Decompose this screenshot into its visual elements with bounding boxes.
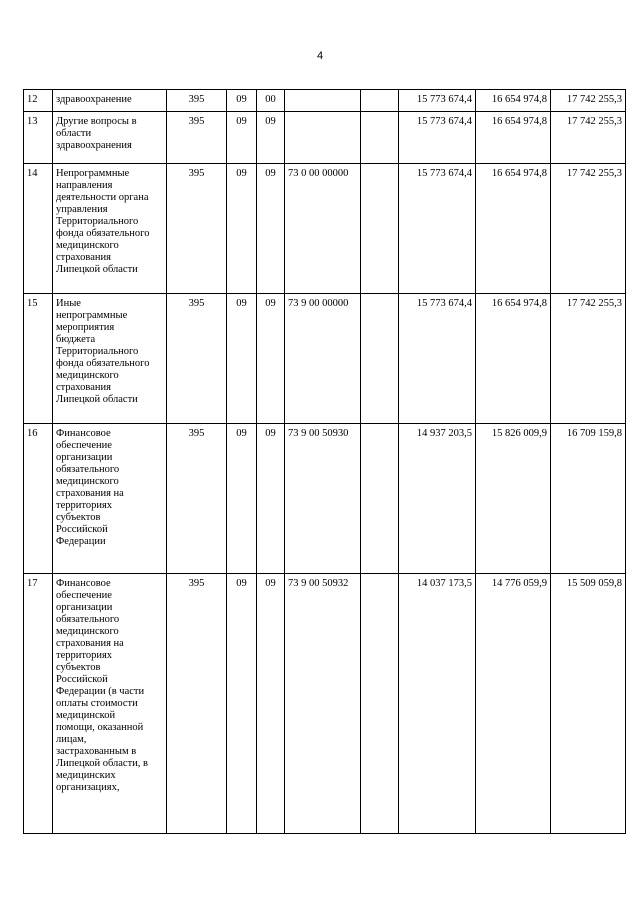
row-number-cell: 14 — [24, 164, 53, 294]
name-line: Финансовое — [56, 428, 111, 439]
name-line: субъектов — [56, 512, 101, 523]
name-line: бюджета — [56, 334, 96, 345]
name-line: непрограммные — [56, 310, 128, 321]
expense-type-cell — [361, 112, 399, 164]
amount-year-2-cell: 16 654 974,8 — [476, 112, 551, 164]
target-article-cell — [285, 112, 361, 164]
table-row — [24, 90, 626, 112]
table-row — [24, 164, 626, 294]
amount-year-3-cell: 16 709 159,8 — [551, 424, 626, 574]
name-line: медицинского — [56, 370, 119, 381]
amount-year-1-cell: 14 937 203,5 — [399, 424, 476, 574]
name-line: организации — [56, 452, 113, 463]
name-line: Липецкой области — [56, 264, 138, 275]
name-line: Финансовое — [56, 578, 111, 589]
name-line: страхования на — [56, 638, 124, 649]
amount-year-3-cell: 17 742 255,3 — [551, 164, 626, 294]
name-line: Территориального — [56, 346, 139, 357]
amount-year-2-cell: 14 776 059,9 — [476, 574, 551, 834]
name-line: страхования на — [56, 488, 124, 499]
name-line: фонда обязательного — [56, 358, 150, 369]
name-line: Российской — [56, 524, 108, 535]
name-line: обязательного — [56, 614, 120, 625]
grbs-code-cell: 395 — [167, 164, 227, 294]
amount-year-1-cell: 15 773 674,4 — [399, 112, 476, 164]
subsection-code-cell: 09 — [257, 574, 285, 834]
amount-year-3-cell: 17 742 255,3 — [551, 90, 626, 112]
name-line: медицинского — [56, 626, 119, 637]
row-name-cell — [53, 424, 167, 574]
grbs-code-cell: 395 — [167, 112, 227, 164]
name-line: Иные — [56, 298, 81, 309]
amount-year-1-cell: 15 773 674,4 — [399, 294, 476, 424]
target-article-cell — [285, 90, 361, 112]
amount-year-2-cell: 16 654 974,8 — [476, 294, 551, 424]
expense-type-cell — [361, 294, 399, 424]
name-line: медицинских — [56, 770, 116, 781]
subsection-code-cell: 09 — [257, 164, 285, 294]
table-row — [24, 424, 626, 574]
row-number-cell: 16 — [24, 424, 53, 574]
grbs-code-cell: 395 — [167, 294, 227, 424]
name-line: фонда обязательного — [56, 228, 150, 239]
name-line: Непрограммные — [56, 168, 130, 179]
amount-year-2-cell: 16 654 974,8 — [476, 90, 551, 112]
name-line: территориях — [56, 500, 113, 511]
table-row — [24, 112, 626, 164]
target-article-cell: 73 0 00 00000 — [285, 164, 361, 294]
name-line: здравоохранения — [56, 140, 132, 151]
name-line: здравоохранение — [56, 94, 132, 105]
name-line: организациях, — [56, 782, 120, 793]
name-line: мероприятия — [56, 322, 115, 333]
amount-year-3-cell: 17 742 255,3 — [551, 294, 626, 424]
name-line: застрахованным в — [56, 746, 137, 757]
name-line: территориях — [56, 650, 113, 661]
amount-year-2-cell: 16 654 974,8 — [476, 164, 551, 294]
amount-year-1-cell: 15 773 674,4 — [399, 164, 476, 294]
row-number-cell: 12 — [24, 90, 53, 112]
section-code-cell: 09 — [227, 294, 257, 424]
name-line: области — [56, 128, 92, 139]
grbs-code-cell: 395 — [167, 574, 227, 834]
amount-year-3-cell: 15 509 059,8 — [551, 574, 626, 834]
name-line: лицам, — [56, 734, 87, 745]
name-line: обеспечение — [56, 590, 112, 601]
expense-type-cell — [361, 424, 399, 574]
name-line: направления — [56, 180, 113, 191]
name-line: организации — [56, 602, 113, 613]
name-line: медицинского — [56, 240, 119, 251]
row-number-cell: 15 — [24, 294, 53, 424]
subsection-code-cell: 09 — [257, 294, 285, 424]
name-line: страхования — [56, 382, 111, 393]
table-row — [24, 574, 626, 834]
expense-type-cell — [361, 574, 399, 834]
grbs-code-cell: 395 — [167, 90, 227, 112]
grbs-code-cell: 395 — [167, 424, 227, 574]
row-number-cell: 13 — [24, 112, 53, 164]
table-body — [24, 90, 626, 834]
amount-year-3-cell: 17 742 255,3 — [551, 112, 626, 164]
subsection-code-cell: 09 — [257, 112, 285, 164]
target-article-cell: 73 9 00 50930 — [285, 424, 361, 574]
section-code-cell: 09 — [227, 164, 257, 294]
row-name-cell — [53, 164, 167, 294]
name-line: Федерации (в части — [56, 686, 145, 697]
name-line: медицинской — [56, 710, 116, 721]
row-name-cell — [53, 574, 167, 834]
expense-type-cell — [361, 90, 399, 112]
subsection-code-cell: 00 — [257, 90, 285, 112]
amount-year-1-cell: 14 037 173,5 — [399, 574, 476, 834]
target-article-cell: 73 9 00 50932 — [285, 574, 361, 834]
table-row — [24, 294, 626, 424]
name-line: оплаты стоимости — [56, 698, 138, 709]
row-name-cell — [53, 90, 167, 112]
page-number: 4 — [316, 50, 324, 62]
expense-type-cell — [361, 164, 399, 294]
section-code-cell: 09 — [227, 112, 257, 164]
name-line: Другие вопросы в — [56, 116, 137, 127]
name-line: Липецкой области — [56, 394, 138, 405]
name-line: Федерации — [56, 536, 106, 547]
row-number-cell: 17 — [24, 574, 53, 834]
name-line: субъектов — [56, 662, 101, 673]
name-line: деятельности органа — [56, 192, 149, 203]
row-name-cell — [53, 294, 167, 424]
name-line: Липецкой области, в — [56, 758, 149, 769]
name-line: медицинского — [56, 476, 119, 487]
row-name-cell — [53, 112, 167, 164]
name-line: Территориального — [56, 216, 139, 227]
name-line: управления — [56, 204, 108, 215]
name-line: обязательного — [56, 464, 120, 475]
section-code-cell: 09 — [227, 574, 257, 834]
amount-year-1-cell: 15 773 674,4 — [399, 90, 476, 112]
name-line: обеспечение — [56, 440, 112, 451]
target-article-cell: 73 9 00 00000 — [285, 294, 361, 424]
section-code-cell: 09 — [227, 424, 257, 574]
name-line: Российской — [56, 674, 108, 685]
section-code-cell: 09 — [227, 90, 257, 112]
budget-table — [23, 89, 626, 834]
name-line: страхования — [56, 252, 111, 263]
name-line: помощи, оказанной — [56, 722, 144, 733]
subsection-code-cell: 09 — [257, 424, 285, 574]
amount-year-2-cell: 15 826 009,9 — [476, 424, 551, 574]
